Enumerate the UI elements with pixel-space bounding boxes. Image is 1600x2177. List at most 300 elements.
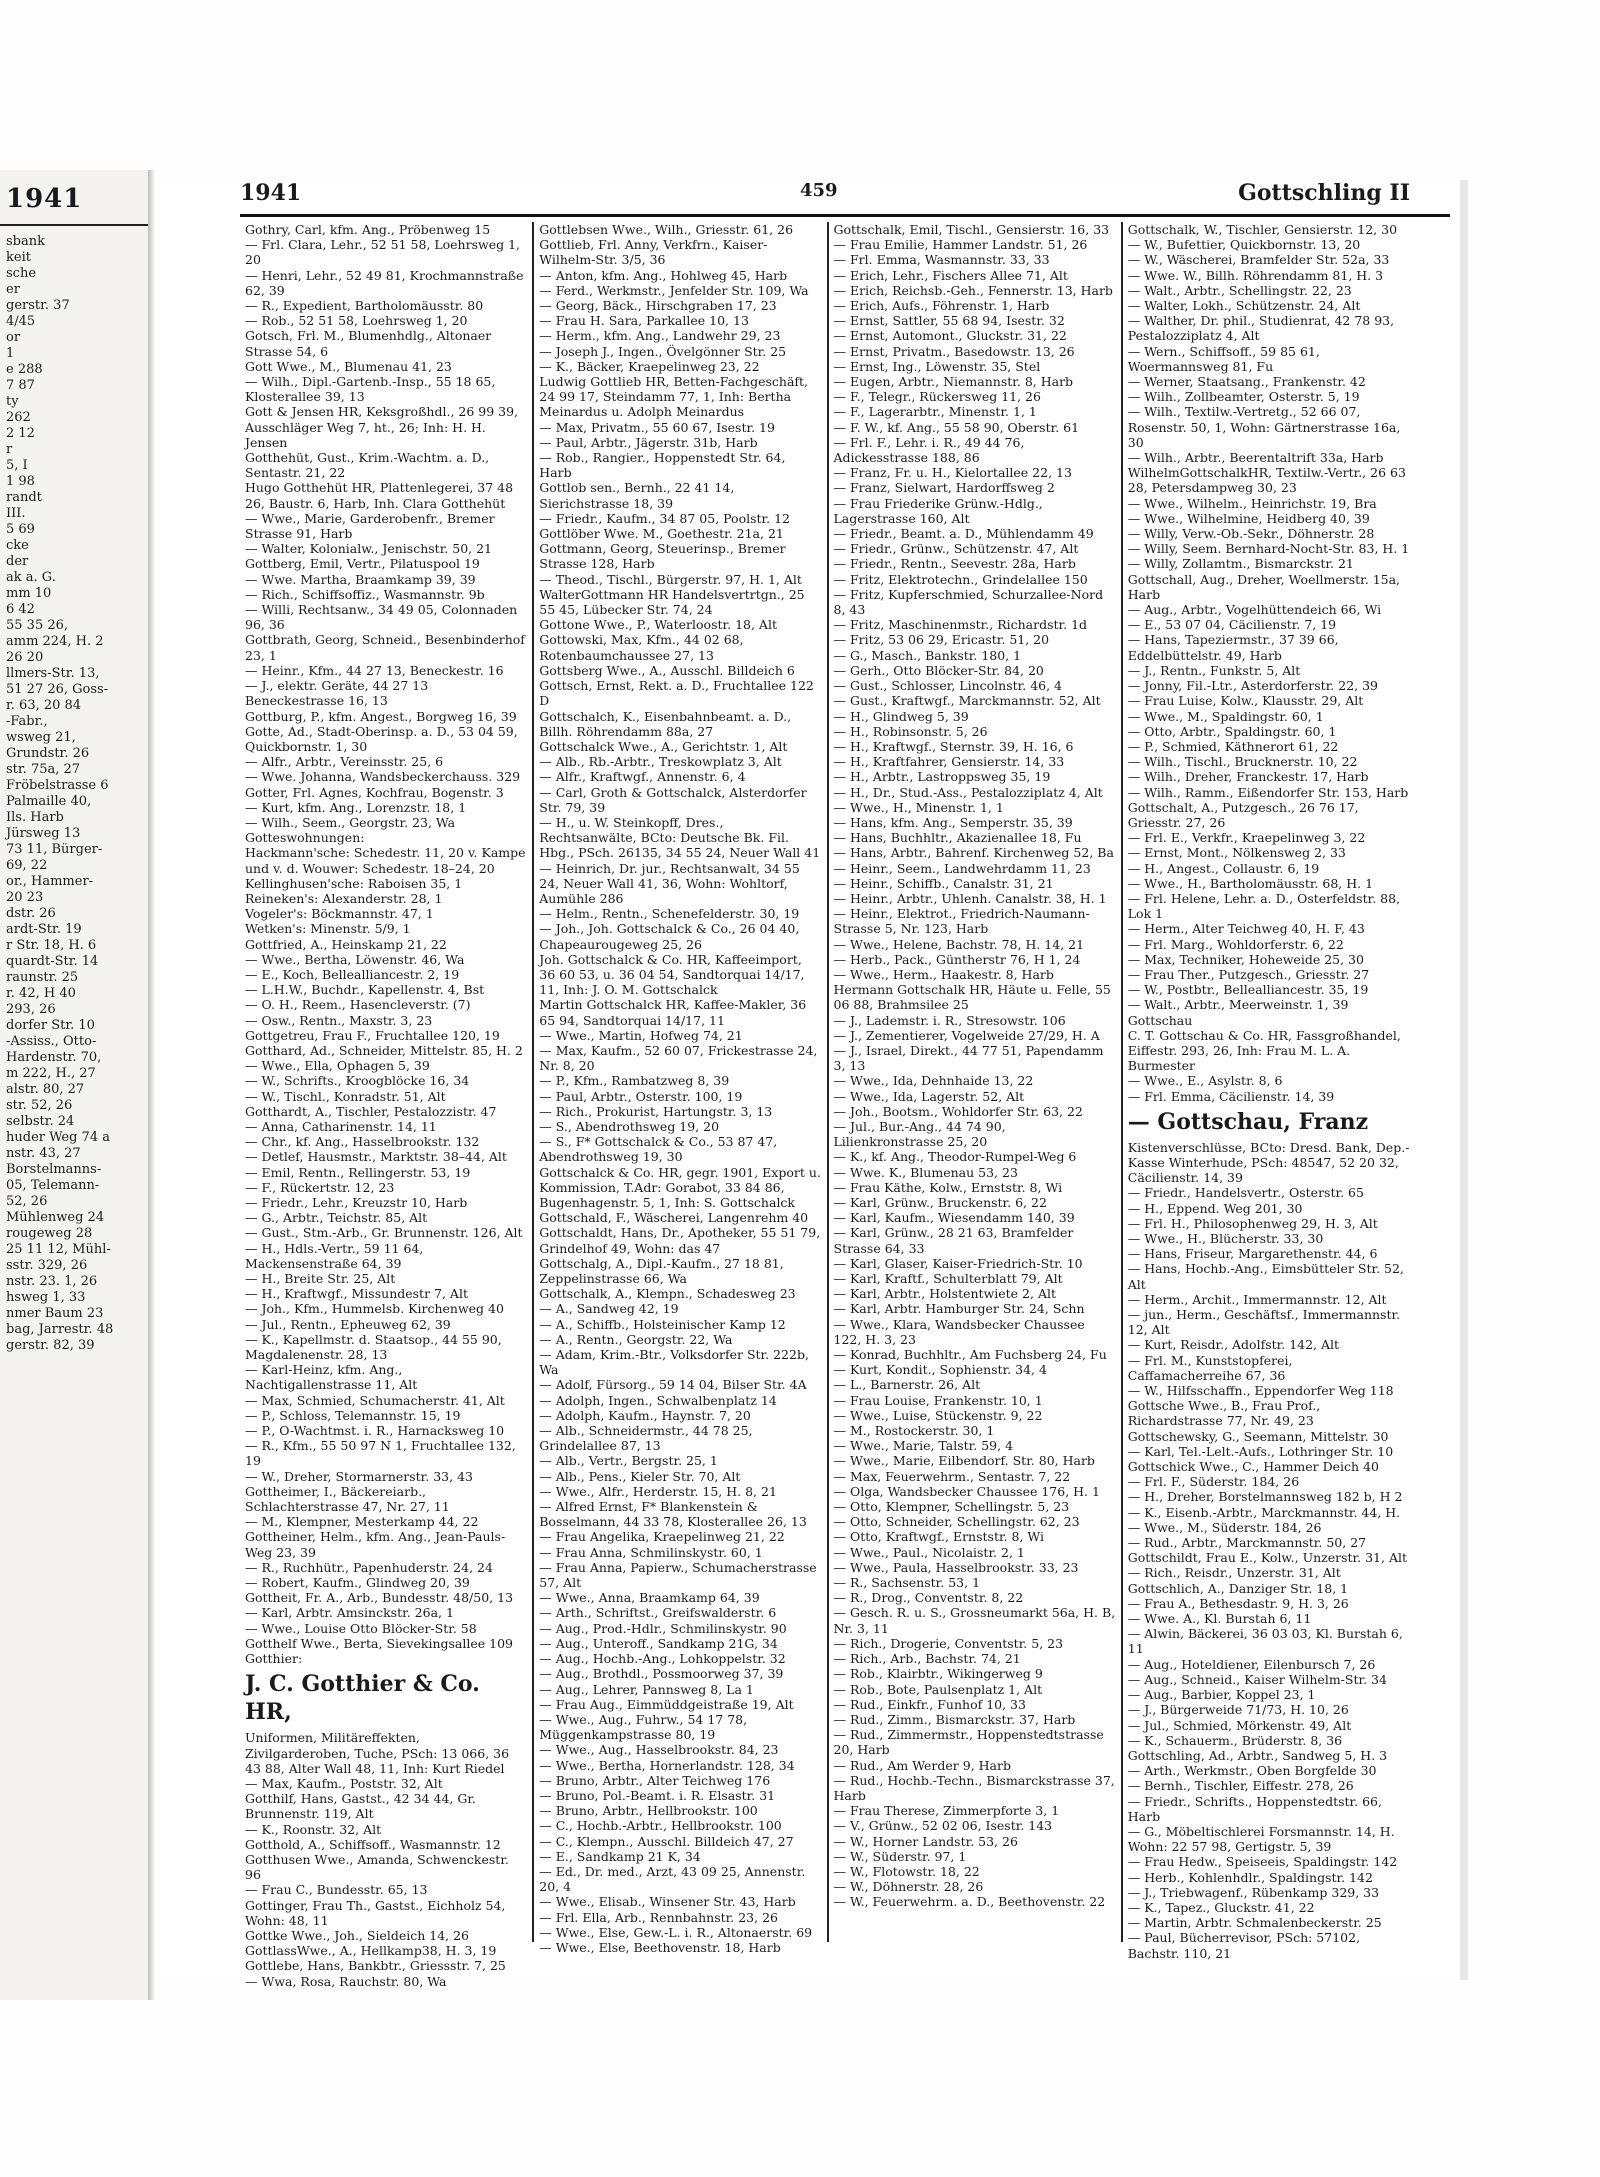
directory-entry: — Wwe., M., Spaldingstr. 60, 1: [1127, 708, 1324, 724]
directory-entry: Gottlob sen., Bernh., 22 41 14, Sierichstrasse 18, 39: [539, 480, 735, 511]
directory-entry: — Robert, Kaufm., Glindweg 20, 39: [245, 1575, 470, 1591]
directory-entry: — Herb., Kohlenhdlr., Spaldingstr. 142: [1127, 1869, 1373, 1885]
directory-entry: — Wilh., Seem., Georgstr. 23, Wa: [245, 814, 456, 830]
directory-entry: — Karl, Tel.-Lelt.-Aufs., Lothringer Str. 10: [1127, 1443, 1394, 1459]
directory-entry: — Heinr., Elektrot., Friedrich-Naumann-Strasse 5, Nr. 123, Harb: [833, 906, 1090, 937]
left-page-text-fragments: [0, 226, 148, 1362]
directory-entry: — Wwe., Wilhelmine, Heidberg 40, 39: [1127, 510, 1370, 526]
left-fragment-line: ardt-Str. 19: [6, 922, 82, 937]
directory-entry: — Emil, Rentn., Rellingerstr. 53, 19: [245, 1164, 471, 1180]
directory-entry: — Frl. F., Lehr. i. R., 49 44 76, Adickesstrasse 188, 86: [833, 434, 1025, 466]
directory-entry: — Heinrich, Dr. jur., Rechtsanwalt, 34 55 24, Neuer Wall 41, 36, Wohn: Wohltorf, Aumühle 286: [539, 860, 800, 906]
left-fragment-line: Mühlenweg 24: [6, 1210, 105, 1225]
header-page-number: 459: [800, 180, 838, 201]
directory-entry: Hugo Gotthehüt HR, Plattenlegerei, 37 48 26, Baustr. 6, Harb, Inh. Clara Gotthehüt: [245, 480, 514, 511]
directory-entry: — Wwe., Alfr., Herderstr. 15, H. 8, 21: [539, 1483, 777, 1499]
directory-entry: — H., Angest., Collaustr. 6, 19: [1127, 860, 1320, 876]
page-header: [240, 180, 1460, 210]
left-fragment-line: dorfer Str. 10: [6, 1018, 95, 1033]
left-fragment-line: 05, Telemann-: [6, 1178, 100, 1193]
directory-entry: — Wwe., Paul., Nicolaistr. 2, 1: [833, 1544, 1025, 1560]
directory-entry: — A., Sandweg 42, 19: [539, 1301, 679, 1317]
directory-entry: — Frl. Ella, Arb., Rennbahnstr. 23, 26: [539, 1909, 778, 1925]
directory-entry: — Fritz, 53 06 29, Ericastr. 51, 20: [833, 632, 1050, 648]
left-page-year: 1941: [6, 184, 83, 214]
directory-entry: Vogeler's: Böckmannstr. 47, 1: [245, 906, 434, 922]
directory-entry: — Frau Luise, Kolw., Klausstr. 29, Alt: [1127, 693, 1364, 709]
directory-entry: — Karl, Kraftf., Schulterblatt 79, Alt: [833, 1271, 1063, 1287]
directory-entry: Gottschau: [1127, 1012, 1193, 1028]
directory-entry: — Frau Louise, Frankenstr. 10, 1: [833, 1392, 1043, 1408]
directory-entry: Gotthehüt, Gust., Krim.-Wachtm. a. D., Sentastr. 21, 22: [245, 450, 490, 481]
left-fragment-line: or., Hammer-: [6, 874, 94, 889]
left-fragment-line: raunstr. 25: [6, 970, 79, 985]
directory-page: [160, 180, 1460, 1989]
directory-entry: Gottsch, Ernst, Rekt. a. D., Fruchtallee 122 D: [539, 678, 814, 709]
directory-entry: Gotter, Frl. Agnes, Kochfrau, Bogenstr. 3: [245, 784, 504, 800]
directory-entry: — Wwe., Aug., Fuhrw., 54 17 78, Müggenkampstrasse 80, 19: [539, 1711, 748, 1743]
left-fragment-line: 20 23: [6, 890, 44, 905]
directory-entry: — Max, Privatm., 55 60 67, Isestr. 19: [539, 419, 775, 435]
directory-entry: — Wwe., Aug., Hasselbrookstr. 84, 23: [539, 1742, 779, 1758]
directory-entry: — Herm., Alter Teichweg 40, H. F, 43: [1127, 921, 1365, 937]
directory-entry: — F., Rückertstr. 12, 23: [245, 1179, 395, 1195]
directory-entry: — Wwe. A., Kl. Burstah 6, 11: [1127, 1611, 1312, 1627]
directory-entry: — Wwe. W., Billh. Röhrendamm 81, H. 3: [1127, 267, 1384, 283]
directory-entry: — Wwe., Bertha, Hornerlandstr. 128, 34: [539, 1757, 795, 1773]
directory-entry: Gothry, Carl, kfm. Ang., Pröbenweg 15: [245, 222, 491, 237]
directory-entry: — Wwa, Rosa, Rauchstr. 80, Wa: [245, 1973, 447, 1989]
directory-entry: — F., Telegr., Rückersweg 11, 26: [833, 389, 1041, 405]
directory-entry: — Aug., Arbtr., Vogelhüttendeich 66, Wi: [1127, 602, 1382, 618]
directory-entry: — Wwe., Paula, Hasselbrookstr. 33, 23: [833, 1559, 1079, 1575]
directory-entry: — Frau C., Bundesstr. 65, 13: [245, 1882, 428, 1898]
directory-entry: Gotthard, Ad., Schneider, Mittelstr. 85, H. 2: [245, 1042, 523, 1058]
left-fragment-line: bag, Jarrestr. 48: [6, 1322, 114, 1337]
directory-entry: — Wwe., Bertha, Löwenstr. 46, Wa: [245, 951, 465, 967]
directory-entry: — Frau Anna, Schmilinskystr. 60, 1: [539, 1544, 763, 1560]
left-fragment-line: alstr. 80, 27: [6, 1082, 85, 1097]
directory-entry: — Wwe., Wilhelm., Heinrichstr. 19, Bra: [1127, 495, 1377, 511]
directory-entry: — Hans, kfm. Ang., Semperstr. 35, 39: [833, 814, 1073, 830]
directory-entry: — Frl. Clara, Lehr., 52 51 58, Loehrsweg 1, 20: [245, 237, 520, 268]
directory-entry: — Rud., Arbtr., Marckmannstr. 50, 27: [1127, 1535, 1367, 1551]
left-fragment-line: Grundstr. 26: [6, 746, 90, 761]
directory-entry: — Alb., Schneidermstr., 44 78 25, Grindelallee 87, 13: [539, 1423, 753, 1454]
directory-entry: — Frl. Emma, Cäcilienstr. 14, 39: [1127, 1088, 1335, 1104]
left-fragment-line: 6 42: [6, 602, 35, 617]
directory-entry: Gottone Wwe., P., Waterloostr. 18, Alt: [539, 617, 777, 633]
directory-entry: — H., Kraftwgf., Sternstr. 39, H. 16, 6: [833, 738, 1074, 754]
directory-entry: — Georg, Bäck., Hirschgraben 17, 23: [539, 298, 777, 314]
directory-entry: Gottschalck Wwe., A., Gerichtstr. 1, Alt: [539, 738, 788, 754]
directory-entry: — Martin, Arbtr. Schmalenbeckerstr. 25: [1127, 1915, 1382, 1931]
directory-entry: — R., Ruchhütr., Papenhuderstr. 24, 24: [245, 1559, 493, 1575]
directory-entry: — M., Rostockerstr. 30, 1: [833, 1423, 995, 1439]
directory-entry: — J., Israel, Direkt., 44 77 51, Papendamm 3, 13: [833, 1042, 1104, 1074]
directory-entry: — Wwe., Louise Otto Blöcker-Str. 58: [245, 1620, 477, 1636]
directory-entry: — Gust., Schlosser, Lincolnstr. 46, 4: [833, 678, 1062, 694]
left-fragment-line: sstr. 329, 26: [6, 1258, 88, 1273]
directory-entry: Gotthier:: [245, 1651, 303, 1667]
directory-entry: — Wwe., Marie, Eilbendorf. Str. 80, Harb: [833, 1453, 1095, 1469]
directory-entry: Gottberg, Emil, Vertr., Pilatuspool 19: [245, 556, 480, 572]
directory-entry: Gottschick Wwe., C., Hammer Deich 40: [1127, 1459, 1379, 1475]
directory-entry: — H., Breite Str. 25, Alt: [245, 1271, 396, 1287]
directory-entry: — Jul., Rentn., Epheuweg 62, 39: [245, 1316, 451, 1332]
directory-entry: — Bruno, Arbtr., Hellbrookstr. 100: [539, 1803, 758, 1819]
directory-entry: — Arth., Schriftst., Greifswalderstr. 6: [539, 1605, 777, 1621]
directory-entry: — Heinr., Arbtr., Uhlenh. Canalstr. 38, H. 1: [833, 890, 1107, 906]
directory-entry: — Friedr., Beamt. a. D., Mühlendamm 49: [833, 526, 1094, 542]
directory-entry: — K., Tapez., Gluckstr. 41, 22: [1127, 1899, 1315, 1915]
directory-entry: — Rob., Bote, Paulsenplatz 1, Alt: [833, 1681, 1043, 1697]
directory-entry: Gottschalk, A., Klempn., Schadesweg 23: [539, 1286, 796, 1302]
left-fragment-line: llmers-Str. 13,: [6, 666, 100, 681]
book-gutter: [148, 170, 160, 2000]
directory-entry: — Fritz, Elektrotechn., Grindelallee 150: [833, 571, 1088, 587]
directory-entry: — Karl, Glaser, Kaiser-Friedrich-Str. 10: [833, 1255, 1083, 1271]
directory-entry: — Fritz, Kupferschmied, Schurzallee-Nord 8, 43: [833, 586, 1104, 618]
directory-entry: — Rich., Drogerie, Conventstr. 5, 23: [833, 1635, 1064, 1651]
directory-entry: — Karl, Grünw., Bruckenstr. 6, 22: [833, 1195, 1047, 1210]
directory-entry: — Wwe., Anna, Braamkamp 64, 39: [539, 1590, 760, 1606]
directory-entry: Gottfried, A., Heinskamp 21, 22: [245, 936, 447, 952]
directory-entry: — Otto, Klempner, Schellingstr. 5, 23: [833, 1499, 1070, 1515]
page-edge-shadow: [1460, 180, 1468, 1980]
directory-entry: — Alfr., Arbtr., Vereinsstr. 25, 6: [245, 754, 444, 770]
directory-entry: — Max, Kaufm., Poststr. 32, Alt: [245, 1775, 443, 1791]
directory-entry: Hackmann'sche: Schedestr. 11, 20 v. Kampe und v. d. Wouwer: Schedestr. 18–24, 20: [245, 845, 526, 876]
directory-entry: — Frau Anna, Papierw., Schumacherstrasse 57, Alt: [539, 1559, 817, 1591]
directory-entry: — Hans, Tapeziermstr., 37 39 66, Eddelbüttelstr. 49, Harb: [1127, 632, 1339, 663]
directory-entry: — Otto, Schneider, Schellingstr. 62, 23: [833, 1514, 1080, 1530]
directory-entry: — Anton, kfm. Ang., Hohlweg 45, Harb: [539, 267, 788, 283]
directory-entry: — Gesch. R. u. S., Grossneumarkt 56a, H. B, Nr. 3, 11: [833, 1605, 1116, 1636]
directory-columns: [240, 222, 1415, 1989]
directory-entry: — H., Kraftwgf., Missundestr 7, Alt: [245, 1286, 468, 1302]
directory-entry: — Friedr., Rentn., Seevestr. 28a, Harb: [833, 556, 1076, 572]
directory-entry: — Wwe., Ida, Dehnhaide 13, 22: [833, 1073, 1034, 1089]
directory-entry: Gottsche Wwe., B., Frau Prof., Richardstrasse 77, Nr. 49, 23: [1127, 1398, 1321, 1429]
directory-entry: Gottschalck & Co. HR, gegr. 1901, Export u. Kommission, T.Adr: Gorabot, 33 84 86, Bugenhagenstr. 5, 1, Inh: S. Gottschalck: [539, 1164, 821, 1210]
directory-column-4: [1123, 222, 1415, 1961]
left-fragment-line: dstr. 26: [6, 906, 56, 921]
directory-entry: — Aug., Hochb.-Ang., Lohkoppelstr. 32: [539, 1651, 786, 1667]
directory-entry: — Jul., Schmied, Mörkenstr. 49, Alt: [1127, 1717, 1352, 1733]
directory-entry: Gotthilf, Hans, Gastst., 42 34 44, Gr. Brunnenstr. 119, Alt: [245, 1791, 476, 1822]
directory-entry: — Wwe., Martin, Hofweg 74, 21: [539, 1027, 743, 1043]
directory-entry: Gottsberg Wwe., A., Ausschl. Billdeich 6: [539, 662, 795, 678]
left-fragment-line: hsweg 1, 33: [6, 1290, 86, 1305]
directory-entry: Gottgetreu, Frau F., Fruchtallee 120, 19: [245, 1027, 500, 1043]
directory-entry: — R., Drog., Conventstr. 8, 22: [833, 1590, 1024, 1606]
directory-entry: — G., Möbeltischlerei Forsmannstr. 14, H. Wohn: 22 57 98, Gertigstr. 5, 39: [1127, 1823, 1395, 1855]
directory-entry: — Friedr., Grünw., Schützenstr. 47, Alt: [833, 541, 1079, 557]
directory-entry: — Gust., Stm.-Arb., Gr. Brunnenstr. 126, Alt: [245, 1225, 523, 1241]
left-fragment-line: str. 75a, 27: [6, 762, 81, 777]
directory-entry: — H., Eppend. Weg 201, 30: [1127, 1200, 1303, 1216]
directory-entry: — Frau Angelika, Kraepelinweg 21, 22: [539, 1529, 785, 1545]
left-fragment-line: 51 27 26, Goss-: [6, 682, 109, 697]
left-fragment-line: Jürsweg 13: [6, 826, 81, 841]
directory-entry: — W., Bufettier, Quickbornstr. 13, 20: [1127, 237, 1361, 253]
directory-entry: — Adam, Krim.-Btr., Volksdorfer Str. 222b, Wa: [539, 1347, 809, 1378]
directory-entry: — Wwe., Else, Gew.-L. i. R., Altonaerstr. 69: [539, 1924, 813, 1940]
directory-entry: — W., Hilfsschaffn., Eppendorfer Weg 118: [1127, 1383, 1394, 1399]
directory-entry: — H., Dr., Stud.-Ass., Pestalozziplatz 4, Alt: [833, 784, 1103, 800]
directory-entry: — Kurt, kfm. Ang., Lorenzstr. 18, 1: [245, 799, 467, 815]
directory-entry: — Wwe., Klara, Wandsbecker Chaussee 122, H. 3, 23: [833, 1316, 1085, 1347]
directory-entry: — Wilh., Tischl., Brucknerstr. 10, 22: [1127, 754, 1358, 770]
directory-entry: — Bruno, Pol.-Beamt. i. R. Elsastr. 31: [539, 1787, 776, 1803]
left-fragment-line: 73 11, Bürger-: [6, 842, 103, 857]
directory-entry: — Wwe., Luise, Stückenstr. 9, 22: [833, 1407, 1043, 1423]
directory-entry: — Karl-Heinz, kfm. Ang., Nachtigallenstrasse 11, Alt: [245, 1362, 418, 1393]
directory-entry: Gottlöber Wwe. M., Goethestr. 21a, 21: [539, 526, 784, 542]
left-fragment-line: amm 224, H. 2: [6, 634, 104, 649]
directory-entry: — Erich, Lehr., Fischers Allee 71, Alt: [833, 267, 1068, 283]
left-fragment-line: 5 69: [6, 522, 35, 537]
directory-entry: — Alb., Pens., Kieler Str. 70, Alt: [539, 1468, 741, 1484]
directory-entry: — Aug., Unteroff., Sandkamp 21G, 34: [539, 1635, 778, 1651]
directory-entry: — Arth., Werkmstr., Oben Borgfelde 30: [1127, 1763, 1377, 1779]
directory-entry: — K., Bäcker, Kraepelinweg 23, 22: [539, 358, 760, 374]
left-fragment-line: 26 20: [6, 650, 44, 665]
directory-entry: — J., elektr. Geräte, 44 27 13 Beneckestrasse 16, 13: [245, 678, 429, 709]
directory-entry: — Max, Techniker, Hoheweide 25, 30: [1127, 951, 1364, 967]
directory-entry: — P., Schmied, Käthnerort 61, 22: [1127, 738, 1339, 754]
directory-entry: — Erich, Aufs., Föhrenstr. 1, Harb: [833, 298, 1050, 314]
left-page-fragment: [0, 170, 150, 2000]
left-fragment-line: 293, 26: [6, 1002, 56, 1017]
directory-entry: — Willy, Zollamtm., Bismarckstr. 21: [1127, 556, 1354, 572]
directory-entry: GottlassWwe., A., Hellkamp38, H. 3, 19: [245, 1943, 497, 1959]
directory-entry: — Wwe., Herm., Haakestr. 8, Harb: [833, 966, 1054, 982]
directory-entry: — Friedr., Schrifts., Hoppenstedtstr. 66, Harb: [1127, 1793, 1382, 1824]
header-catchword: Gottschling II: [1238, 180, 1410, 206]
directory-entry: — E., 53 07 04, Cäcilienstr. 7, 19: [1127, 617, 1337, 633]
directory-entry: — Otto, Kraftwgf., Ernststr. 8, Wi: [833, 1529, 1045, 1545]
directory-entry: — J., Bürgerweide 71/73, H. 10, 26: [1127, 1702, 1349, 1718]
directory-entry: — Wwe., H., Bartholomäusstr. 68, H. 1: [1127, 875, 1374, 891]
directory-column-2: [534, 222, 828, 1955]
directory-entry: — W., Dreher, Stormarnerstr. 33, 43: [245, 1468, 473, 1484]
directory-entry: — Olga, Wandsbecker Chaussee 176, H. 1: [833, 1483, 1100, 1499]
directory-entry: — Joh., Bootsm., Wohldorfer Str. 63, 22: [833, 1103, 1083, 1119]
directory-entry: — Wilh., Ramm., Eißendorfer Str. 153, Harb: [1127, 784, 1409, 800]
directory-entry: Gottschalt, A., Putzgesch., 26 76 17, Griesstr. 27, 26: [1127, 799, 1359, 830]
directory-entry: — Frl. F., Süderstr. 184, 26: [1127, 1474, 1300, 1490]
directory-entry: — P., Kfm., Rambatzweg 8, 39: [539, 1073, 730, 1089]
left-fragment-line: 55 35 26,: [6, 618, 69, 633]
left-fragment-line: m 222, H., 27: [6, 1066, 96, 1081]
left-fragment-line: der: [6, 554, 29, 569]
header-year: 1941: [240, 180, 302, 206]
directory-entry: — Frl. Helene, Lehr. a. D., Osterfeldstr. 88, Lok 1: [1127, 890, 1401, 922]
directory-entry: — Wilh., Dipl.-Gartenb.-Insp., 55 18 65, Klosterallee 39, 13: [245, 374, 496, 405]
left-fragment-line: r Str. 18, H. 6: [6, 938, 97, 953]
directory-entry: — Walt., Arbtr., Schellingstr. 22, 23: [1127, 282, 1352, 298]
directory-entry: — K., kf. Ang., Theodor-Rumpel-Weg 6: [833, 1149, 1077, 1165]
directory-entry: — Karl, Arbtr., Holstentwiete 2, Alt: [833, 1286, 1057, 1302]
directory-entry: — Otto, Arbtr., Spaldingstr. 60, 1: [1127, 723, 1337, 739]
directory-entry: — Ernst, Sattler, 55 68 94, Isestr. 32: [833, 313, 1065, 329]
directory-entry: — H., u. W. Steinkopff, Dres., Rechtsanwälte, BCto: Deutsche Bk. Fil. Hbg., PSch. 26135, 34 55 24, Neuer Wall 41: [539, 814, 821, 861]
directory-entry: — Gerh., Otto Blöcker-Str. 84, 20: [833, 662, 1044, 678]
directory-entry: — Friedr., Lehr., Kreuzstr 10, Harb: [245, 1195, 468, 1210]
left-fragment-line: r. 63, 20 84: [6, 698, 82, 713]
directory-entry: Gottmann, Georg, Steuerinsp., Bremer Strasse 128, Harb: [539, 541, 786, 572]
left-fragment-line: ak a. G.: [6, 570, 56, 585]
directory-entry: — Wwe., Marie, Talstr. 59, 4: [833, 1438, 1014, 1454]
directory-entry: — H., Dreher, Borstelmannsweg 182 b, H 2: [1127, 1489, 1403, 1505]
directory-entry: — Wwe., Ida, Lagerstr. 52, Alt: [833, 1088, 1025, 1104]
directory-entry: — W., Döhnerstr. 28, 26: [833, 1879, 984, 1895]
left-fragment-line: Fröbelstrasse 6: [6, 778, 109, 793]
left-fragment-line: nstr. 23. 1, 26: [6, 1274, 98, 1289]
directory-entry: Gottlebe, Hans, Bankbtr., Griessstr. 7, 25: [245, 1958, 506, 1974]
directory-entry: — Alfred Ernst, F* Blankenstein & Bosselmann, 44 33 78, Klosterallee 26, 13: [539, 1499, 807, 1530]
directory-entry: Gottschling, Ad., Arbtr., Sandweg 5, H. 3: [1127, 1747, 1388, 1763]
directory-entry: Gottheiner, Helm., kfm. Ang., Jean-Pauls-Weg 23, 39: [245, 1529, 506, 1560]
directory-entry: Gotthelf Wwe., Berta, Sievekingsallee 109: [245, 1635, 513, 1651]
directory-entry: — Rud., Zimm., Bismarckstr. 37, Harb: [833, 1711, 1076, 1727]
directory-entry: — O. H., Reem., Hasencleverstr. (7): [245, 997, 471, 1013]
directory-entry: — Alb., Rb.-Arbtr., Treskowplatz 3, Alt: [539, 754, 782, 770]
directory-entry: — E., Sandkamp 21 K, 34: [539, 1848, 701, 1864]
directory-entry: — Hans, Buchhltr., Akazienallee 18, Fu: [833, 830, 1082, 846]
directory-entry: — S., F* Gottschalck & Co., 53 87 47, Abendrothsweg 19, 30: [539, 1134, 778, 1165]
directory-entry: Gott Wwe., M., Blumenau 41, 23: [245, 358, 452, 374]
left-fragment-line: 262: [6, 410, 31, 425]
directory-entry: — Wilh., Dreher, Franckestr. 17, Harb: [1127, 769, 1369, 785]
directory-entry: — Detlef, Hausmstr., Marktstr. 38–44, Alt: [245, 1149, 507, 1165]
left-fragment-line: gerstr. 37: [6, 298, 70, 313]
directory-entry: — Franz, Sielwart, Hardorffsweg 2: [833, 480, 1055, 496]
directory-entry: — Rich., Schiffsoffiz., Wasmannstr. 9b: [245, 586, 485, 602]
directory-entry: — Franz, Fr. u. H., Kielortallee 22, 13: [833, 465, 1072, 481]
directory-entry: — Wwe., Else, Beethovenstr. 18, Harb: [539, 1939, 781, 1955]
directory-entry: Reineken's: Alexanderstr. 28, 1: [245, 890, 443, 906]
left-fragment-line: Hardenstr. 70,: [6, 1050, 102, 1065]
left-fragment-line: -Assiss., Otto-: [6, 1034, 97, 1049]
directory-entry: — Wwe., Marie, Garderobenfr., Bremer Strasse 91, Harb: [245, 510, 495, 542]
directory-entry: — Henri, Lehr., 52 49 81, Krochmannstraße 62, 39: [245, 267, 524, 298]
directory-entry: Gottschalch, K., Eisenbahnbeamt. a. D., Billh. Röhrendamm 88a, 27: [539, 708, 792, 739]
directory-entry: — Jonny, Fil.-Ltr., Asterdorferstr. 22, 39: [1127, 678, 1379, 694]
directory-entry: — Wwe., Helene, Bachstr. 78, H. 14, 21: [833, 936, 1085, 952]
directory-entry: — Adolf, Fürsorg., 59 14 04, Bilser Str. 4A: [539, 1377, 807, 1393]
directory-entry: — Wwe. Martha, Braamkamp 39, 39: [245, 571, 476, 587]
directory-entry: — Karl, Arbtr. Hamburger Str. 24, Schn: [833, 1301, 1085, 1317]
directory-entry: — V., Grünw., 52 02 06, Isestr. 143: [833, 1818, 1053, 1834]
directory-entry: — Frau A., Bethesdastr. 9, H. 3, 26: [1127, 1595, 1349, 1611]
directory-entry: — Wwe., H., Minenstr. 1, 1: [833, 799, 1004, 815]
directory-entry: — F., Lagerarbtr., Minenstr. 1, 1: [833, 404, 1037, 420]
directory-entry: — G., Arbtr., Teichstr. 85, Alt: [245, 1210, 428, 1226]
directory-entry: — Frl. E., Verkfr., Kraepelinweg 3, 22: [1127, 830, 1366, 846]
directory-entry: — Friedr., Kaufm., 34 87 05, Poolstr. 12: [539, 510, 790, 526]
directory-entry: — A., Schiffb., Holsteinischer Kamp 12: [539, 1316, 786, 1332]
directory-entry: — Osw., Rentn., Maxstr. 3, 23: [245, 1012, 433, 1028]
directory-entry: — Wwe., Ella, Ophagen 5, 39: [245, 1058, 430, 1074]
directory-entry: — Karl, Grünw., 28 21 63, Bramfelder Strasse 64, 33: [833, 1225, 1074, 1256]
directory-entry: Gottowski, Max, Kfm., 44 02 68, Rotenbaumchaussee 27, 13: [539, 632, 744, 663]
directory-entry: Gottschlich, A., Danziger Str. 18, 1: [1127, 1580, 1349, 1596]
directory-entry: Gottbrath, Georg, Schneid., Besenbinderhof 23, 1: [245, 632, 525, 663]
directory-entry: — Ernst, Ing., Löwenstr. 35, Stel: [833, 358, 1041, 374]
directory-entry: Gottlieb, Frl. Anny, Verkfrn., Kaiser-Wilhelm-Str. 3/5, 36: [539, 237, 768, 268]
directory-entry: — H., Glindweg 5, 39: [833, 708, 969, 724]
directory-entry: — Karl, Kaufm., Wiesendamm 140, 39: [833, 1210, 1075, 1226]
directory-entry: — Wwe., Elisab., Winsener Str. 43, Harb: [539, 1894, 796, 1910]
directory-entry: — Alwin, Bäckerei, 36 03 03, Kl. Burstah 6, 11: [1127, 1626, 1403, 1657]
directory-entry: Gottheimer, I., Bäckereiarb., Schlachterstrasse 47, Nr. 27, 11: [245, 1483, 450, 1515]
left-fragment-line: e 288: [6, 362, 43, 377]
left-fragment-line: sche: [6, 266, 37, 281]
directory-entry: Gottke Wwe., Joh., Sieldeich 14, 26: [245, 1927, 470, 1943]
left-fragment-line: nstr. 43, 27: [6, 1146, 81, 1161]
directory-entry: Gotte, Ad., Stadt-Oberinsp. a. D., 53 04 59, Quickbornstr. 1, 30: [245, 723, 518, 754]
directory-entry: — J., Rentn., Funkstr. 5, Alt: [1127, 662, 1301, 678]
directory-column-3: [829, 222, 1123, 1942]
directory-entry: — Wilh., Textilw.-Vertretg., 52 66 07, Rosenstr. 50, 1, Wohn: Gärtnerstrasse 16a, 30: [1127, 404, 1401, 450]
directory-entry: Gottschalg, A., Dipl.-Kaufm., 27 18 81, Zeppelinstrasse 66, Wa: [539, 1255, 784, 1287]
directory-entry: — Rud., Einkfr., Funhof 10, 33: [833, 1696, 1026, 1712]
directory-entry: Martin Gottschalck HR, Kaffee-Makler, 36 65 94, Sandtorquai 14/17, 11: [539, 997, 807, 1028]
directory-entry: Gotthardt, A., Tischler, Pestalozzistr. 47: [245, 1103, 497, 1119]
directory-entry: — Hans, Friseur, Margarethenstr. 44, 6: [1127, 1246, 1378, 1262]
directory-entry: — W., Flotowstr. 18, 22: [833, 1863, 980, 1879]
left-fragment-line: III.: [6, 506, 26, 521]
left-fragment-line: Ils. Harb: [6, 810, 64, 825]
directory-entry: — Kurt, Reisdr., Adolfstr. 142, Alt: [1127, 1337, 1340, 1353]
directory-entry: Wetken's: Minenstr. 5/9, 1: [245, 921, 411, 937]
directory-column-1: [240, 222, 534, 1989]
directory-entry: — Max, Schmied, Schumacherstr. 41, Alt: [245, 1392, 505, 1408]
directory-entry: — Hans, Hochb.-Ang., Eimsbütteler Str. 52, Alt: [1127, 1261, 1404, 1292]
directory-entry: Gottburg, P., kfm. Angest., Borgweg 16, 39: [245, 708, 517, 724]
left-fragment-line: sbank: [6, 234, 45, 249]
directory-heading: J. C. Gotthier & Co. HR,: [245, 1671, 480, 1726]
directory-entry: Gottschalk, W., Tischler, Gensierstr. 12, 30: [1127, 222, 1398, 237]
directory-entry: — Frau Käthe, Kolw., Ernststr. 8, Wi: [833, 1179, 1063, 1195]
directory-entry: — Kurt, Kondit., Sophienstr. 34, 4: [833, 1362, 1047, 1378]
directory-entry: — Alb., Vertr., Bergstr. 25, 1: [539, 1453, 718, 1469]
left-fragment-line: 4/45: [6, 314, 36, 329]
directory-entry: — Herm., kfm. Ang., Landwehr 29, 23: [539, 328, 781, 344]
directory-entry: — Rob., 52 51 58, Loehrsweg 1, 20: [245, 313, 468, 329]
directory-entry: Gottschildt, Frau E., Kolw., Unzerstr. 31, Alt: [1127, 1550, 1408, 1566]
directory-entry: Uniformen, Militäreffekten, Zivilgarderoben, Tuche, PSch: 13 066, 36 43 88, Alter Wall 48, 11, Inh: Kurt Riedel: [245, 1730, 510, 1776]
left-fragment-line: -Fabr.,: [6, 714, 48, 729]
directory-entry: — Ernst, Mont., Nölkensweg 2, 33: [1127, 845, 1346, 861]
directory-entry: — Ferd., Werkmstr., Jenfelder Str. 109, Wa: [539, 282, 809, 298]
left-fragment-line: 25 11 12, Mühl-: [6, 1242, 111, 1257]
directory-entry: — E., Koch, Bellealliancestr. 2, 19: [245, 966, 460, 982]
directory-entry: Gottschaldt, Hans, Dr., Apotheker, 55 51 79, Grindelhof 49, Wohn: das 47: [539, 1225, 821, 1256]
directory-entry: — Rob., Rangier., Hoppenstedt Str. 64, Harb: [539, 450, 786, 481]
directory-entry: — W., Wäscherei, Bramfelder Str. 52a, 33: [1127, 252, 1390, 268]
left-fragment-line: 69, 22: [6, 858, 48, 873]
directory-entry: — Rich., Prokurist, Hartungstr. 3, 13: [539, 1103, 773, 1119]
left-fragment-line: r. 42, H 40: [6, 986, 76, 1001]
directory-entry: — C., Hochb.-Arbtr., Hellbrookstr. 100: [539, 1818, 782, 1834]
directory-entry: Gotthold, A., Schiffsoff., Wasmannstr. 12: [245, 1836, 501, 1852]
directory-entry: Gott & Jensen HR, Keksgroßhdl., 26 99 39, Ausschläger Weg 7, ht., 26; Inh: H. H. Jensen: [245, 404, 519, 450]
directory-entry: — Frau Friederike Grünw.-Hdlg., Lagerstrasse 160, Alt: [833, 495, 1043, 526]
